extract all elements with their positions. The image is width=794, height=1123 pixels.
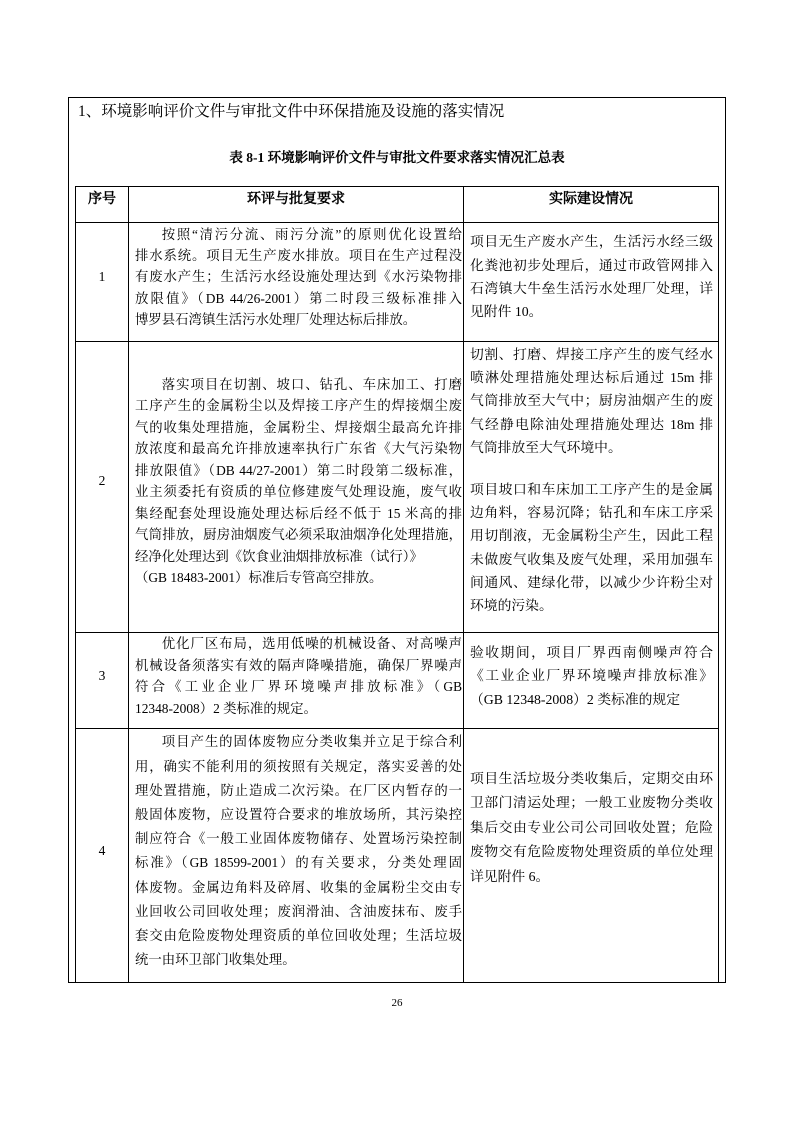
text-line: 有废水产生；生活污水经设施处理达到《水污染物排 [135, 269, 462, 285]
requirement-text [135, 633, 462, 719]
table-row [76, 223, 719, 342]
text-line: 博罗县石湾镇生活污水处理厂处理达标后排放。 [135, 311, 417, 327]
table-row [76, 729, 719, 983]
section-heading: 1、环境影响评价文件与审批文件中环保措施及设施的落实情况 [78, 103, 505, 120]
text-line: 石湾镇大牛垒生活污水处理厂处理，详 [470, 281, 713, 296]
header-no: 序号 [76, 187, 129, 223]
text-line: 套交由危险废物处理资质的单位回收处理；生活垃圾 [135, 927, 462, 943]
text-line: 排放限值》（DB 44/27-2001）第二时段第二级标准， [135, 462, 462, 478]
text-line: 喷淋处理措施处理达标后通过 15m 排 [470, 370, 713, 386]
paragraph [135, 730, 462, 972]
text-line: （GB 12348-2008）2 类标准的规定 [470, 691, 681, 707]
text-line: 气筒排放至大气环境中。 [470, 439, 622, 455]
text-line: 业回收公司回收处理；废润滑油、含油废抹布、废手 [135, 903, 462, 919]
text-line: 放限值》（DB 44/26-2001）第二时段三级标准排入 [135, 290, 462, 306]
text-line: 放浓度和最高允许排放速率执行广东省《大气污染物 [135, 441, 462, 456]
paragraph [470, 230, 713, 323]
text-line: 业主须委托有资质的单位修建废气处理设施，废气收 [135, 484, 462, 499]
text-line: 气筒排放至大气中；厨房油烟产生的废 [470, 393, 713, 409]
text-line: 边角料，容易沉降；钻孔和车床工序采 [470, 505, 713, 521]
text-line: 统一由环卫部门收集处理。 [135, 952, 296, 968]
text-line: 间通风、建绿化带，以减少少许粉尘对 [470, 574, 713, 590]
text-line: 按照“清污分流、雨污分流”的原则优化设置给 [161, 226, 462, 242]
text-line: 经净化处理达到《饮食业油烟排放标准（试行）》 [135, 548, 423, 564]
row-number: 2 [76, 342, 129, 633]
actual-cell [464, 633, 719, 729]
text-line: 环境的污染。 [470, 598, 553, 614]
header-requirement: 环评与批复要求 [129, 187, 464, 223]
summary-table [75, 186, 719, 983]
table-header-row [76, 187, 719, 223]
table-row [76, 342, 719, 633]
actual-cell [464, 342, 719, 633]
actual-text [470, 343, 713, 617]
actual-cell [464, 223, 719, 342]
requirement-cell [129, 729, 464, 983]
text-line: 切割、打磨、焊接工序产生的废气经水 [470, 347, 713, 362]
text-line: 卫部门清运处理；一般工业废物分类收 [470, 795, 713, 811]
text-line: 项目产生的固体废物应分类收集并立足于综合利 [161, 734, 462, 750]
text-line: 化粪池初步处理后，通过市政管网排入 [470, 257, 713, 273]
requirement-cell [129, 223, 464, 342]
text-line: 用，确实不能利用的须按照有关规定，落实妥善的处 [135, 758, 462, 774]
text-line: 详见附件 6。 [470, 868, 550, 884]
actual-text [470, 641, 713, 712]
text-line: 集后交由专业公司公司回收处置；危险 [470, 819, 713, 835]
row-number: 3 [76, 633, 129, 729]
paragraph [135, 633, 462, 719]
table-row [76, 633, 719, 729]
text-line: 未做废气收集及废气处理，采用加强车 [470, 551, 713, 567]
text-line: 符合《工业企业厂界环境噪声排放标准》（GB [135, 679, 462, 695]
text-line: 排水系统。项目无生产废水排放。项目在生产过程没 [135, 248, 462, 264]
paragraph [470, 641, 713, 712]
paragraph [135, 224, 462, 330]
row-number: 1 [76, 223, 129, 342]
text-line: 般固体废物，应设置符合要求的堆放场所，其污染控 [135, 806, 462, 822]
text-line: 验收期间，项目厂界西南侧噪声符合 [470, 644, 713, 660]
text-line: 工序产生的金属粉尘以及焊接工序产生的焊接烟尘废 [135, 398, 462, 413]
paragraph [470, 343, 713, 459]
text-line: 气的收集处理措施，金属粉尘、焊接烟尘最高允许排 [135, 419, 462, 435]
text-line: 理处置措施，防止造成二次污染。在厂区内暂存的一 [135, 782, 462, 798]
paragraph [470, 767, 713, 890]
text-line: 用切削液，无金属粉尘产生，因此工程 [470, 528, 713, 544]
requirement-cell [129, 633, 464, 729]
row-number: 4 [76, 729, 129, 983]
text-line: 标准》（GB 18599-2001）的有关要求，分类处理固 [135, 855, 462, 871]
requirement-text [135, 374, 462, 589]
text-line: 优化厂区布局，选用低噪的机械设备、对高噪声 [161, 636, 462, 651]
actual-text [470, 767, 713, 890]
text-line: 气筒排放，厨房油烟废气必须采取油烟净化处理措施， [135, 527, 462, 542]
actual-text [470, 230, 713, 323]
table-title: 表 8-1 环境影响评价文件与审批文件要求落实情况汇总表 [229, 150, 565, 165]
text-line: 见附件 10。 [470, 304, 543, 320]
text-line: 机械设备须落实有效的隔声降噪措施，确保厂界噪声 [135, 657, 462, 673]
text-line: 制应符合《一般工业固体废物储存、处置场污染控制 [135, 831, 462, 847]
requirement-cell [129, 342, 464, 633]
header-actual: 实际建设情况 [464, 187, 719, 223]
text-line: （GB 18483-2001）标准后专管高空排放。 [135, 570, 383, 585]
paragraph [470, 478, 713, 617]
actual-cell [464, 729, 719, 983]
text-line: 体废物。金属边角料及碎屑、收集的金属粉尘交由专 [135, 879, 462, 895]
requirement-text [135, 730, 462, 972]
text-line: 《工业企业厂界环境噪声排放标准》 [470, 668, 713, 684]
page-number: 26 [391, 997, 403, 1009]
text-line: 项目无生产废水产生，生活污水经三级 [470, 234, 713, 250]
requirement-text [135, 224, 462, 330]
text-line: 项目生活垃圾分类收集后，定期交由环 [470, 770, 713, 786]
paragraph [135, 374, 462, 589]
text-line: 落实项目在切割、坡口、钻孔、车床加工、打磨 [161, 376, 462, 392]
text-line: 废物交有危险废物处理资质的单位处理 [470, 844, 713, 860]
text-line: 气经静电除油处理措施处理达 18m 排 [470, 416, 713, 432]
text-line: 项目坡口和车床加工工序产生的是金属 [470, 482, 713, 498]
text-line: 集经配套处理设施处理达标后经不低于 15 米高的排 [135, 505, 462, 521]
text-line: 12348-2008）2 类标准的规定。 [135, 700, 317, 716]
